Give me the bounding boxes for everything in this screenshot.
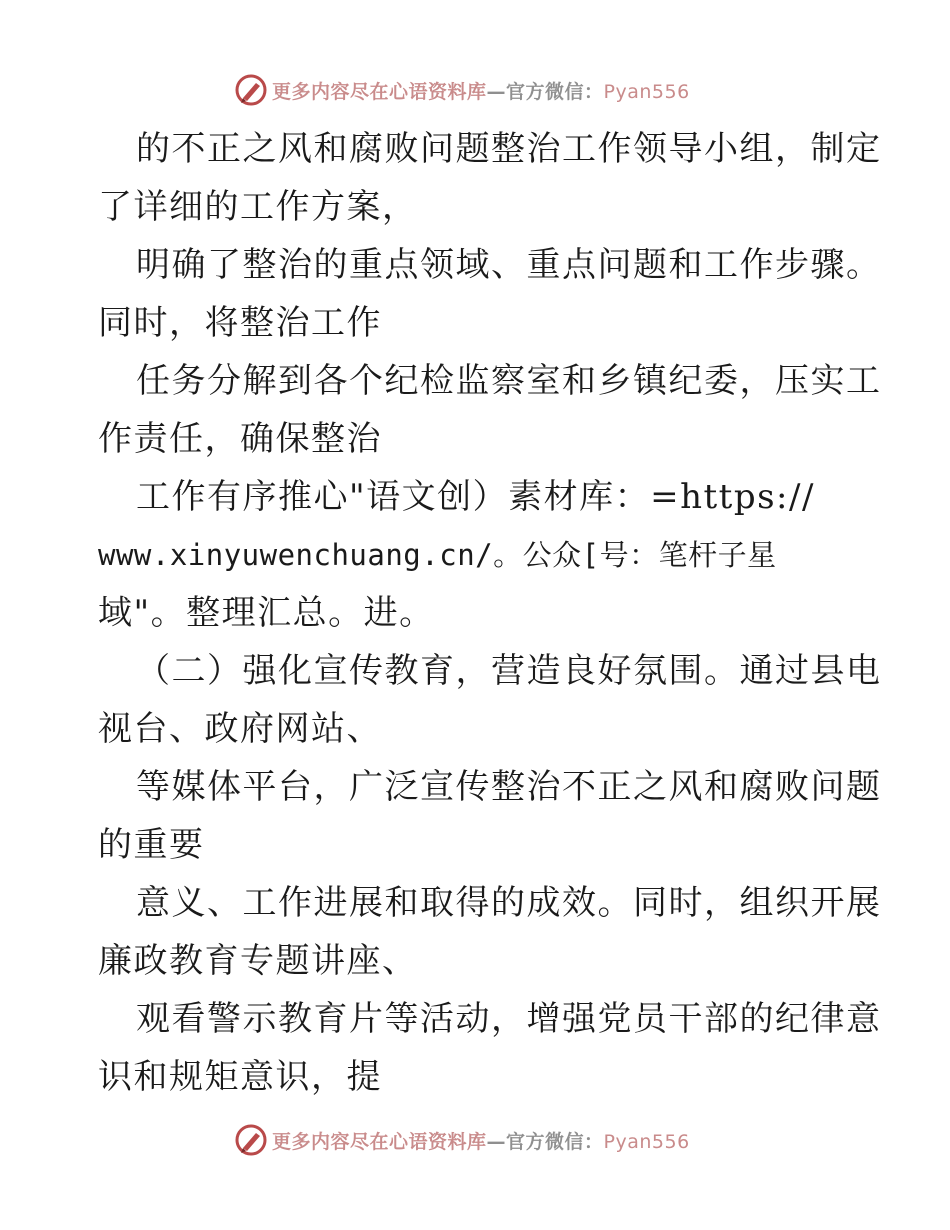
pen-logo-icon: [234, 1123, 268, 1157]
text-line: 域"。整理汇总。进。: [98, 593, 435, 633]
watermark-text: 更多内容尽在心语资料库—官方微信：Pyan556: [272, 1130, 690, 1153]
text-line: 作责任，确保整治: [98, 419, 382, 459]
text-line: 视台、政府网站、: [98, 709, 382, 749]
header-watermark: [234, 73, 690, 107]
text-line: 廉政教育专题讲座、: [98, 941, 418, 981]
text-line: 识和规矩意识，提: [98, 1057, 382, 1097]
text-line: 观看警示教育片等活动，增强党员干部的纪律意: [136, 999, 882, 1039]
text-line: 的重要: [98, 825, 205, 865]
document-body: [98, 120, 882, 1106]
text-line: 明确了整治的重点领域、重点问题和工作步骤。: [136, 245, 882, 285]
text-line: （二）强化宣传教育，营造良好氛围。通过县电: [136, 651, 882, 691]
text-line: 同时，将整治工作: [98, 303, 382, 343]
text-line: 任务分解到各个纪检监察室和乡镇纪委，压实工: [136, 361, 882, 401]
text-line: 等媒体平台，广泛宣传整治不正之风和腐败问题: [136, 767, 882, 807]
pen-logo-icon: [234, 73, 268, 107]
text-line-url: www.xinyuwenchuang.cn/。公众[号：笔杆子星: [98, 538, 777, 572]
watermark-text: 更多内容尽在心语资料库—官方微信：Pyan556: [272, 80, 690, 103]
text-line: 意义、工作进展和取得的成效。同时，组织开展: [136, 883, 882, 923]
text-line: 了详细的工作方案，: [98, 187, 418, 227]
footer-watermark: [234, 1123, 690, 1157]
text-line: 工作有序推心"语文创）素材库：=https://: [136, 477, 815, 517]
text-line: 的不正之风和腐败问题整治工作领导小组，制定: [136, 129, 882, 169]
